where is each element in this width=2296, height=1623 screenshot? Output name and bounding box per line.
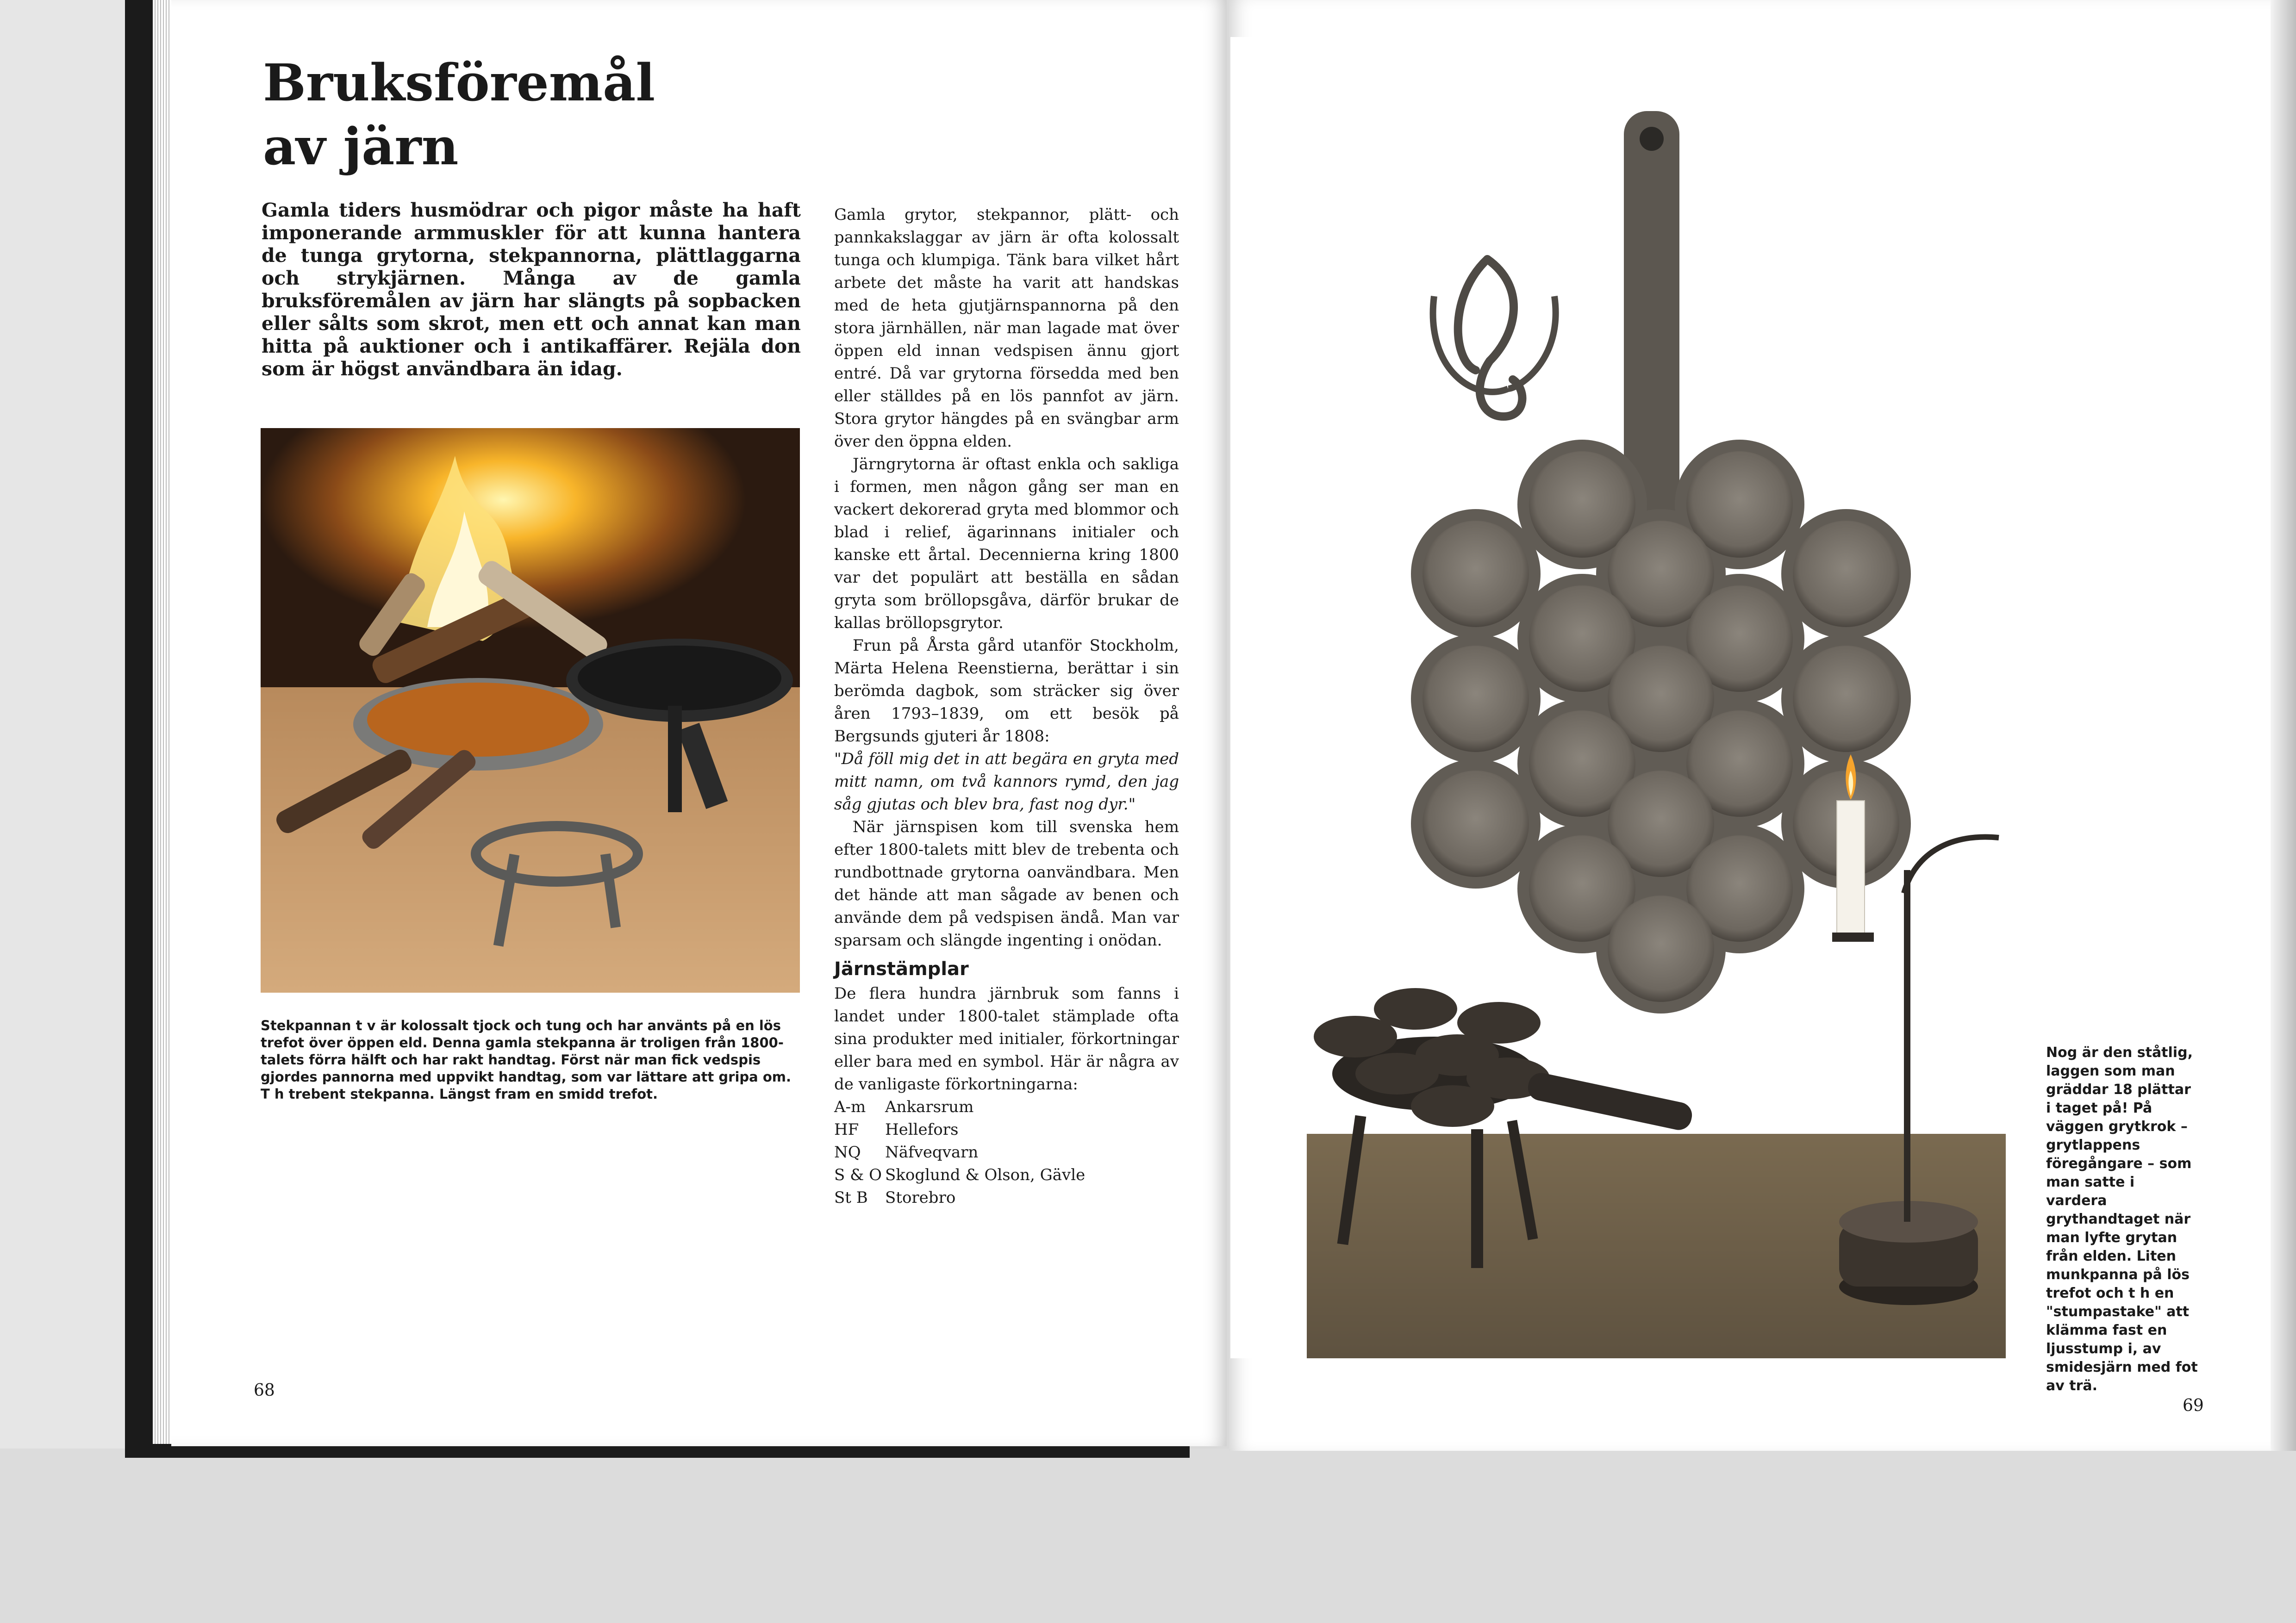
abbreviation-name: Ankarsrum <box>885 1098 974 1116</box>
page-edges <box>153 0 171 1444</box>
abbreviation-row <box>834 1187 1085 1209</box>
body-paragraph: Järngrytorna är oftast enkla och sakliga i formen, men någon gång ser man en vackert dekorerad gryta med blommor och blad i relief, ägarinnans initialer och kanske ett årtal. Decennierna kring 1800 var det populärt att beställa en sådan gryta som bröllopsgåva, därför brukar de kallas bröllopsgrytor. <box>834 455 1179 632</box>
body-paragraph: Gamla grytor, stekpannor, plätt- och pannkakslaggar av järn är ofta kolossalt tunga och klumpiga. Tänk bara vilket hårt arbete det måste ha varit att handskas med de heta gjutjärnspannorna på den stora järnhällen, när man lagade mat över öppen eld innan vedspisen ännu gjort entré. Då var grytorna försedda med ben eller ställdes på en lös pannfot av järn. Stora grytor hängdes på en svängbar arm över den öppna elden. <box>834 205 1179 451</box>
abbreviation-row <box>834 1119 1085 1141</box>
scanner-background <box>0 0 139 1449</box>
fireplace-illustration <box>261 428 800 993</box>
abbreviation-code: S & O <box>834 1166 882 1184</box>
body-paragraph: När järnspisen kom till svenska hem efter 1800-talets mitt blev de trebenta och rundbottnade grytorna oanvändbara. Men det hände att man sågade av benen och använde dem på vedspisen ändå. Man var sparsam och slängde ingenting i onödan. <box>834 818 1179 950</box>
plattlagg-photo-caption: Nog är den ståtlig, laggen som man gräddar 18 plättar i taget på! På väggen grytkrok – grytlappens föregångare – som man satte i vardera grythandtaget när man lyfte grytan från elden. Liten munkpanna på lös trefot och t h en "stumpastake" att klämma fast en ljusstump i, av smidesjärn med fot av trä. <box>2046 1045 2198 1394</box>
page-title <box>263 51 818 179</box>
abbreviation-code: St B <box>834 1188 868 1207</box>
abbreviation-code: A-m <box>834 1098 866 1116</box>
abbreviation-row <box>834 1164 1085 1187</box>
title-line-1: Bruksföremål <box>263 53 655 112</box>
title-line-2: av järn <box>263 117 459 176</box>
body-text-column <box>834 204 1179 1209</box>
plattlagg-illustration <box>1230 37 2008 1358</box>
abbreviation-code: NQ <box>834 1143 861 1162</box>
fireplace-photo-caption: Stekpannan t v är kolossalt tjock och tung och har använts på en lös trefot över öppen eld. Denna gamla stekpanna är troligen från 1800-talets förra hälft och har rakt handtag. Först när man fick vedspis gjordes pannorna med uppvikt handtag, som var lättare att gripa om. T h trebent stekpanna. Längst fram en smidd trefot. <box>261 1018 791 1102</box>
page-number-right: 69 <box>2183 1396 2204 1415</box>
abbreviation-row <box>834 1141 1085 1164</box>
subheading: Järnstämplar <box>834 958 969 980</box>
abbreviation-name: Hellefors <box>885 1120 959 1139</box>
diary-quote: "Då föll mig det in att begära en gryta med mitt namn, om två kannors rymd, den jag såg gjutas och blev bra, fast nog dyr." <box>834 750 1179 814</box>
fireplace-photo <box>261 428 800 993</box>
abbreviation-name: Storebro <box>885 1188 956 1207</box>
abbreviation-list <box>834 1096 1085 1209</box>
body-paragraph: Frun på Årsta gård utanför Stockholm, Märta Helena Reenstierna, berättar i sin berömda dagbok, som sträcker sig över åren 1793–1839, om ett besök på Bergsunds gjuteri år 1808: <box>834 636 1179 746</box>
body-paragraph: De flera hundra järnbruk som fanns i landet under 1800-talet stämplade ofta sina produkter med initialer, förkortningar eller bara med en symbol. Här är några av de vanligaste förkortningarna: <box>834 984 1179 1094</box>
page-number-left: 68 <box>254 1381 275 1400</box>
lead-paragraph: Gamla tiders husmödrar och pigor måste ha haft imponerande armmuskler för att kunna hantera de tunga grytorna, stekpannorna, plättlaggarna och strykjärnen. Många av de gamla bruksföremålen av järn har slängts på sopbacken eller sålts som skrot, men ett och annat kan man hitta på auktioner och i antikaffärer. Rejäla don som är högst användbara än idag. <box>262 199 801 380</box>
plattlagg-photo <box>1230 37 2008 1358</box>
abbreviation-code: HF <box>834 1120 859 1139</box>
right-page-edge <box>2271 0 2296 1451</box>
book-cover-edge <box>125 0 153 1449</box>
scanner-background-bottom <box>0 1449 2296 1623</box>
abbreviation-row <box>834 1096 1085 1119</box>
abbreviation-name: Näfveqvarn <box>885 1143 979 1162</box>
abbreviation-name: Skoglund & Olson, Gävle <box>885 1166 1086 1184</box>
